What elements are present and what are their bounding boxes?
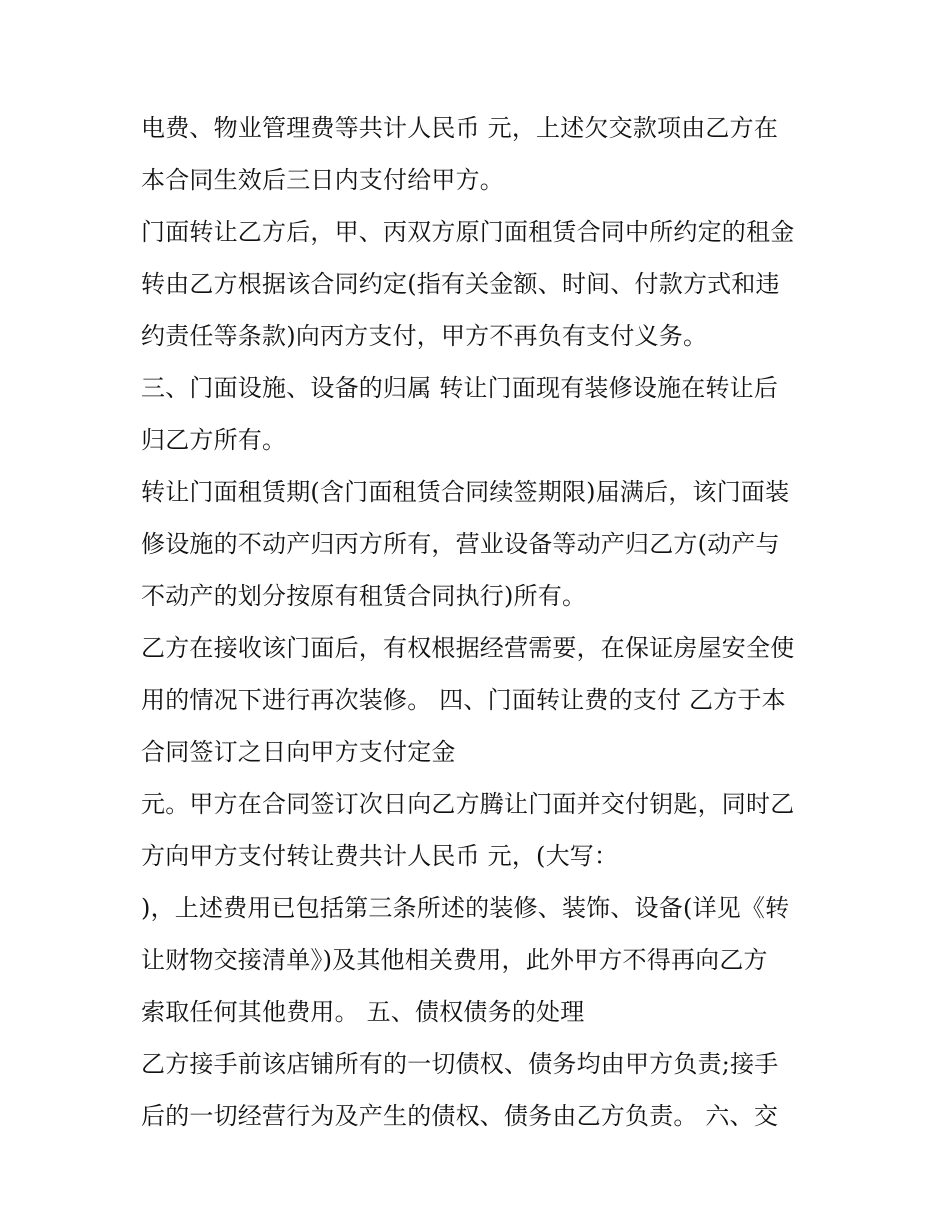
section-heading-line: 用的情况下进行再次装修。 四、门面转让费的支付 乙方于本 bbox=[141, 686, 786, 714]
text-line: 乙方在接收该门面后，有权根据经营需要，在保证房屋安全使 bbox=[141, 634, 795, 662]
text-line: 让财物交接清单》)及其他相关费用，此外甲方不得再向乙方 bbox=[141, 946, 768, 974]
text-line: 方向甲方支付转让费共计人民币 元，(大写： bbox=[141, 842, 619, 870]
text-line: 转由乙方根据该合同约定(指有关金额、时间、付款方式和违 bbox=[141, 270, 780, 298]
text-line: 本合同生效后三日内支付给甲方。 bbox=[141, 166, 504, 194]
text-line: 电费、物业管理费等共计人民币 元，上述欠交款项由乙方在 bbox=[141, 114, 779, 142]
text-line: )，上述费用已包括第三条所述的装修、装饰、设备(详见《转 bbox=[141, 894, 790, 922]
text-line: 归乙方所有。 bbox=[141, 426, 287, 454]
text-line: 元。甲方在合同签订次日向乙方腾让门面并交付钥匙，同时乙 bbox=[141, 790, 795, 818]
section-heading-line: 三、门面设施、设备的归属 转让门面现有装修设施在转让后 bbox=[141, 374, 779, 402]
text-line: 修设施的不动产归丙方所有，营业设备等动产归乙方(动产与 bbox=[141, 530, 780, 558]
section-heading-line: 后的一切经营行为及产生的债权、债务由乙方负责。 六、交 bbox=[141, 1102, 779, 1130]
text-line: 不动产的划分按原有租赁合同执行)所有。 bbox=[141, 582, 587, 610]
text-line: 乙方接手前该店铺所有的一切债权、债务均由甲方负责;接手 bbox=[141, 1050, 779, 1078]
text-line: 门面转让乙方后，甲、丙双方原门面租赁合同中所约定的租金 bbox=[141, 218, 795, 246]
text-line: 约责任等条款)向丙方支付，甲方不再负有支付义务。 bbox=[141, 322, 708, 350]
section-heading-line: 索取任何其他费用。 五、债权债务的处理 bbox=[141, 998, 585, 1026]
text-line: 转让门面租赁期(含门面租赁合同续签期限)届满后，该门面装 bbox=[141, 478, 790, 506]
text-line: 合同签订之日向甲方支付定金 bbox=[141, 738, 456, 766]
